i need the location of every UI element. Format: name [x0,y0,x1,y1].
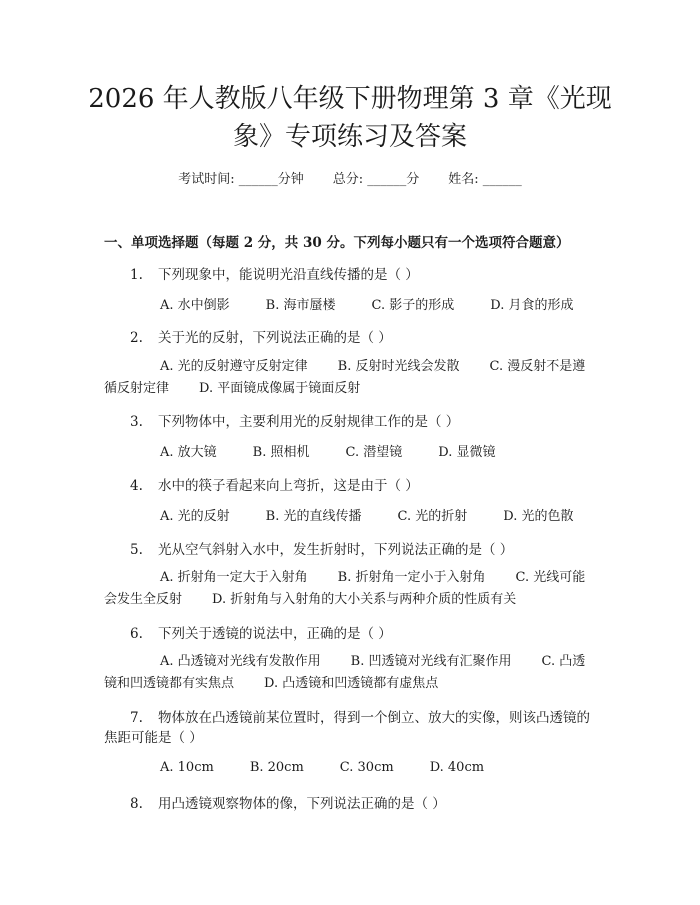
option-a: A. 水中倒影 [160,298,230,313]
option-a: A. 放大镜 [160,445,217,460]
question-stem: 用凸透镜观察物体的像，下列说法正确的是（ ） [158,796,446,812]
option-c: C. 光的折射 [397,509,468,524]
option-a: A. 凸透镜对光线有发散作用 [160,654,321,669]
option-d: D. 显微镜 [438,445,496,460]
section-heading: 一、单项选择题（每题 2 分，共 30 分。下列每小题只有一个选项符合题意） [104,235,570,251]
option-a: A. 折射角一定大于入射角 [160,570,308,585]
option-b: B. 反射时光线会发散 [337,359,460,374]
title-line-2: 象》专项练习及答案 [232,122,467,152]
question-stem: 下列关于透镜的说法中，正确的是（ ） [158,626,392,642]
question-number: 4. [130,478,143,494]
question-stem: 物体放在凸透镜前某位置时，得到一个倒立、放大的实像，则该凸透镜的 [158,710,590,726]
question-4-options [160,505,573,524]
question-4 [130,474,419,494]
question-stem: 光从空气斜射入水中，发生折射时，下列说法正确的是（ ） [158,542,514,558]
question-7-options [160,760,484,775]
score-label: 总分: [332,172,364,187]
option-b: B. 折射角一定小于入射角 [337,570,486,585]
time-label: 考试时间: [178,172,235,187]
question-number: 8. [130,796,143,812]
question-number: 7. [130,710,143,726]
option-d: D. 40cm [429,760,485,775]
option-a: A. 光的反射 [160,509,230,524]
time-blank: ______分钟 [238,172,304,187]
question-8 [130,792,446,812]
question-3-options [160,441,495,460]
question-number: 2. [130,330,143,346]
option-a: A. 光的反射遵守反射定律 [160,359,308,374]
exam-meta [0,168,700,187]
question-number: 5. [130,542,143,558]
question-2-options [104,356,594,400]
question-stem: 水中的筷子看起来向上弯折，这是由于（ ） [158,478,419,494]
name-label: 姓名: [448,172,479,187]
option-c: C. 30cm [339,760,394,775]
question-2 [130,326,392,346]
document-title [40,80,660,156]
question-stem: 关于光的反射，下列说法正确的是（ ） [158,330,392,346]
option-c: C. 凸透镜和凹透镜都有实焦点 [104,654,586,691]
name-blank: ______ [482,172,522,187]
question-stem: 下列现象中，能说明光沿直线传播的是（ ） [158,267,419,283]
question-number: 1. [130,267,143,283]
option-b: B. 海市蜃楼 [265,298,336,313]
question-5 [130,538,513,558]
option-c: C. 影子的形成 [371,298,455,313]
option-d: D. 月食的形成 [490,298,574,313]
question-1-options [160,294,573,313]
question-3 [130,410,459,430]
option-c: C. 漫反射不是遵循反射定律 [104,359,586,396]
question-number: 3. [130,414,143,430]
question-6 [130,622,392,642]
option-c: C. 潜望镜 [345,445,403,460]
option-b: B. 光的直线传播 [265,509,362,524]
question-1 [130,263,419,283]
option-d: D. 平面镜成像属于镜面反射 [199,381,361,396]
option-b: B. 20cm [249,760,304,775]
option-d: D. 光的色散 [503,509,574,524]
option-d: D. 凸透镜和凹透镜都有虚焦点 [264,676,439,691]
question-7 [130,706,590,726]
title-line-1: 2026 年人教版八年级下册物理第 3 章《光现 [88,84,612,114]
question-5-options [104,567,594,611]
question-6-options [104,651,594,695]
question-7-stem-cont: 焦距可能是（ ） [104,730,203,746]
question-number: 6. [130,626,143,642]
question-stem: 下列物体中，主要利用光的反射规律工作的是（ ） [158,414,460,430]
option-b: B. 凹透镜对光线有汇聚作用 [350,654,512,669]
option-a: A. 10cm [160,760,214,775]
option-b: B. 照相机 [252,445,310,460]
option-c: C. 光线可能会发生全反射 [104,570,586,607]
score-blank: ______分 [367,172,420,187]
option-d: D. 折射角与入射角的大小关系与两种介质的性质有关 [212,592,517,607]
